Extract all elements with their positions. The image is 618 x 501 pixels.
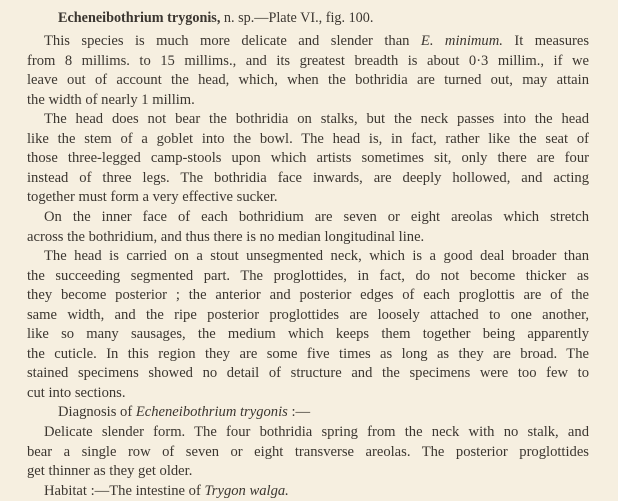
text-segment: cut into sections. [27, 384, 126, 401]
text-segment: Delicate slender form. The four bothridia spring from the neck with no stalk, and [44, 424, 589, 440]
text-line [27, 383, 589, 403]
text-segment: they become posterior ; the anterior and posterior edges of each proglottis are of the [27, 287, 589, 304]
text-line [27, 227, 589, 247]
text-line [27, 187, 589, 207]
text-line [27, 285, 589, 305]
text-line [27, 442, 589, 462]
text-line [27, 148, 589, 168]
text-segment: :— [287, 404, 311, 421]
text-segment: stained specimens showed no detail of structure and the specimens were too few to [27, 365, 589, 382]
text-segment: from 8 millims. to 15 millims., and its greatest breadth is about 0·3 millim., if we [27, 52, 589, 69]
text-segment: It measures [502, 33, 590, 49]
text-line [27, 51, 589, 71]
text-line [44, 481, 589, 501]
text-line [27, 129, 589, 149]
text-line [27, 168, 589, 188]
text-segment: On the inner face of each bothridium are seven or eight areolas which stretch [44, 208, 589, 225]
text-segment: across the bothridium, and thus there is no median longitudinal line. [27, 228, 425, 245]
text-segment: This species is much more delicate and slender than [44, 33, 421, 49]
text-line [27, 324, 589, 344]
text-line [58, 402, 589, 422]
text-segment: Diagnosis of [58, 404, 136, 421]
text-segment: those three-legged camp-stools upon which artists sometimes sit, only there are four [27, 150, 589, 167]
italic-text: Echeneibothrium trygonis [135, 404, 288, 421]
text-segment: n. sp.—Plate VI., fig. 100. [220, 10, 374, 26]
text-line [44, 31, 589, 51]
italic-text: Trygon walga. [204, 482, 289, 499]
text-segment: instead of three legs. The bothridia face inwards, are deeply hollowed, and acting [27, 169, 589, 186]
text-line [27, 90, 589, 110]
text-segment: Habitat :—The intestine of [44, 482, 205, 499]
text-line [27, 461, 589, 481]
text-segment: same width, and the ripe posterior proglottides are loosely attached to one another, [27, 306, 589, 323]
italic-text: E. minimum. [420, 33, 503, 49]
text-line [27, 344, 589, 364]
text-line [27, 70, 589, 90]
text-segment: the succeeding segmented part. The proglottides, in fact, do not become thicker as [27, 267, 589, 284]
text-segment: The head is carried on a stout unsegmented neck, which is a good deal broader than [44, 248, 589, 265]
text-segment: the cuticle. In this region they are some five times as long as they are broad. The [27, 345, 589, 362]
text-segment: bear a single row of seven or eight transverse areolas. The posterior proglottides [27, 443, 589, 460]
text-segment: like the stem of a goblet into the bowl. The head is, in fact, rather like the seat of [27, 130, 589, 147]
text-line [44, 207, 589, 227]
text-line [27, 266, 589, 286]
text-segment: like so many sausages, the medium which keeps them together being apparently [27, 326, 589, 343]
text-line [27, 305, 589, 325]
text-segment: together must form a very effective sucker. [27, 189, 278, 206]
section-heading [58, 8, 589, 28]
text-line [44, 422, 589, 442]
text-segment: leave out of account the head, which, when the bothridia are turned out, may attain [27, 72, 589, 89]
text-line [27, 363, 589, 383]
bold-text: Echeneibothrium trygonis, [58, 10, 221, 26]
text-line [44, 109, 589, 129]
text-segment: get thinner as they get older. [27, 463, 193, 480]
text-segment: the width of nearly 1 millim. [27, 91, 195, 108]
text-line [44, 246, 589, 266]
text-segment: The head does not bear the bothridia on stalks, but the neck passes into the head [44, 111, 589, 128]
